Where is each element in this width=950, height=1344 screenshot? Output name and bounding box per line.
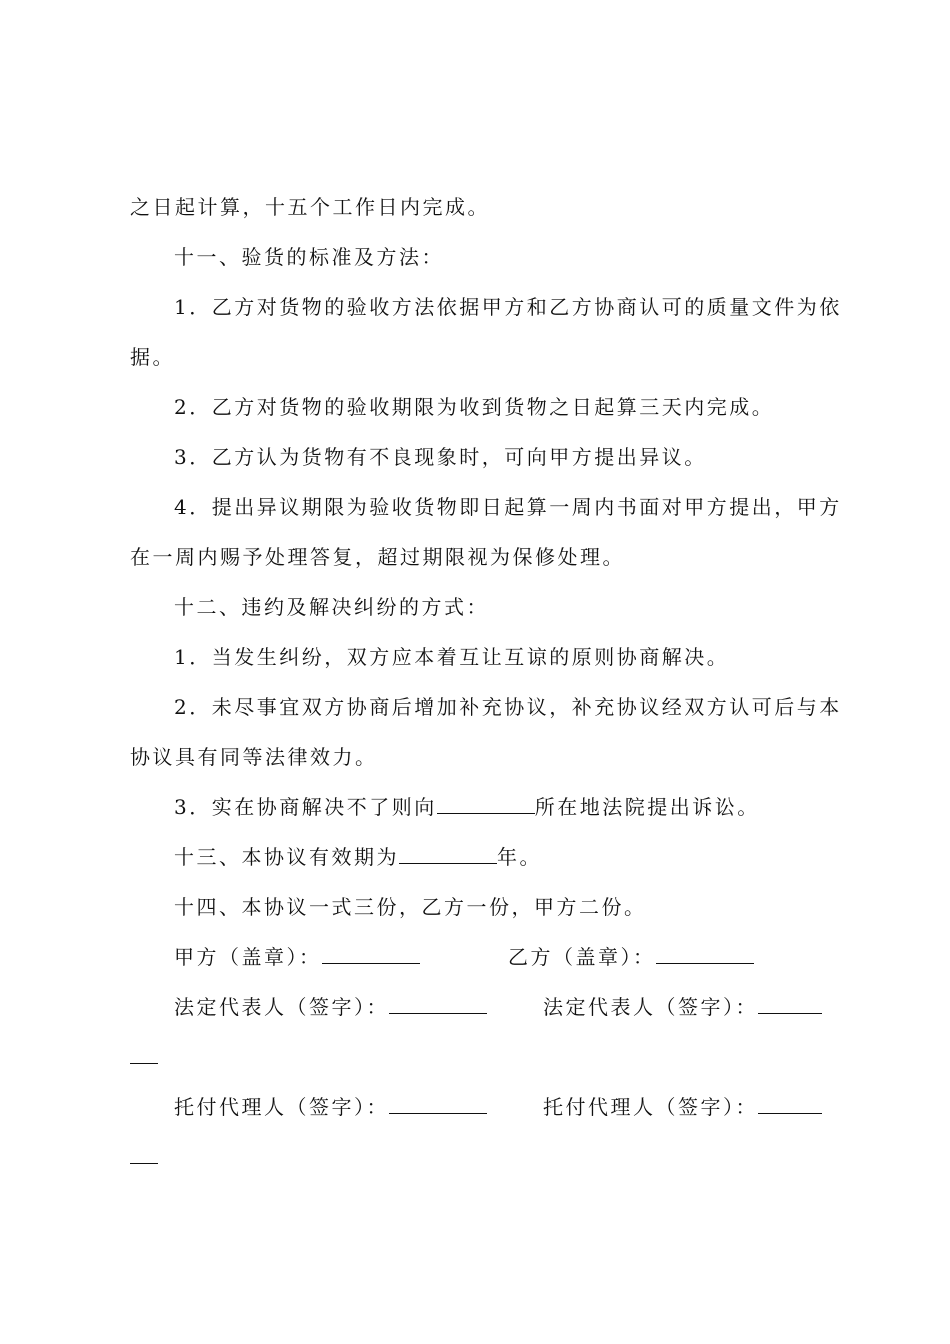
party-a-seal-label: 甲方（盖章）： bbox=[174, 945, 322, 969]
agent-a-label: 托付代理人（签字）： bbox=[174, 1095, 389, 1119]
agent-b-blank-continued bbox=[130, 1145, 158, 1169]
legal-rep-b-field bbox=[543, 995, 822, 1019]
paragraph-line: 4．提出异议期限为验收货物即日起算一周内书面对甲方提出，甲方 bbox=[174, 495, 842, 519]
party-a-seal-field bbox=[174, 945, 420, 969]
agent-b-blank-tail[interactable] bbox=[130, 1145, 158, 1164]
party-b-seal-field bbox=[508, 945, 754, 969]
agent-a-field bbox=[174, 1095, 487, 1119]
litigation-line bbox=[174, 795, 760, 819]
legal-rep-a-field bbox=[174, 995, 487, 1019]
paragraph-line: 2．乙方对货物的验收期限为收到货物之日起算三天内完成。 bbox=[174, 395, 775, 419]
litigation-text-after: 所在地法院提出诉讼。 bbox=[534, 795, 760, 819]
party-b-seal-blank[interactable] bbox=[656, 945, 754, 964]
section-heading: 十二、违约及解决纠纷的方式： bbox=[174, 595, 489, 619]
paragraph-line: 1．当发生纠纷，双方应本着互让互谅的原则协商解决。 bbox=[174, 645, 730, 669]
paragraph-line: 2．未尽事宜双方协商后增加补充协议，补充协议经双方认可后与本 bbox=[174, 695, 842, 719]
paragraph-line: 据。 bbox=[130, 345, 175, 369]
validity-line bbox=[174, 845, 542, 869]
legal-rep-b-label: 法定代表人（签字）： bbox=[543, 995, 758, 1019]
paragraph-line: 协议具有同等法律效力。 bbox=[130, 745, 378, 769]
party-b-seal-label: 乙方（盖章）： bbox=[508, 945, 656, 969]
paragraph-line: 十四、本协议一式三份，乙方一份，甲方二份。 bbox=[174, 895, 647, 919]
court-location-blank[interactable] bbox=[437, 795, 535, 814]
section-heading: 十一、验货的标准及方法： bbox=[174, 245, 444, 269]
paragraph-line: 之日起计算，十五个工作日内完成。 bbox=[130, 195, 490, 219]
validity-years-blank[interactable] bbox=[399, 845, 497, 864]
validity-text-after: 年。 bbox=[497, 845, 542, 869]
agent-a-blank[interactable] bbox=[389, 1095, 487, 1114]
litigation-text-before: 3．实在协商解决不了则向 bbox=[174, 795, 437, 819]
legal-rep-a-label: 法定代表人（签字）： bbox=[174, 995, 389, 1019]
party-a-seal-blank[interactable] bbox=[322, 945, 420, 964]
agent-b-blank[interactable] bbox=[758, 1095, 822, 1114]
paragraph-line: 在一周内赐予处理答复，超过期限视为保修处理。 bbox=[130, 545, 625, 569]
agent-b-field bbox=[543, 1095, 822, 1119]
legal-rep-b-blank[interactable] bbox=[758, 995, 822, 1014]
paragraph-line: 1．乙方对货物的验收方法依据甲方和乙方协商认可的质量文件为依 bbox=[174, 295, 842, 319]
legal-rep-a-blank[interactable] bbox=[389, 995, 487, 1014]
validity-text-before: 十三、本协议有效期为 bbox=[174, 845, 399, 869]
paragraph-line: 3．乙方认为货物有不良现象时，可向甲方提出异议。 bbox=[174, 445, 707, 469]
agent-b-label: 托付代理人（签字）： bbox=[543, 1095, 758, 1119]
legal-rep-b-blank-tail[interactable] bbox=[130, 1045, 158, 1064]
legal-rep-b-blank-continued bbox=[130, 1045, 158, 1069]
